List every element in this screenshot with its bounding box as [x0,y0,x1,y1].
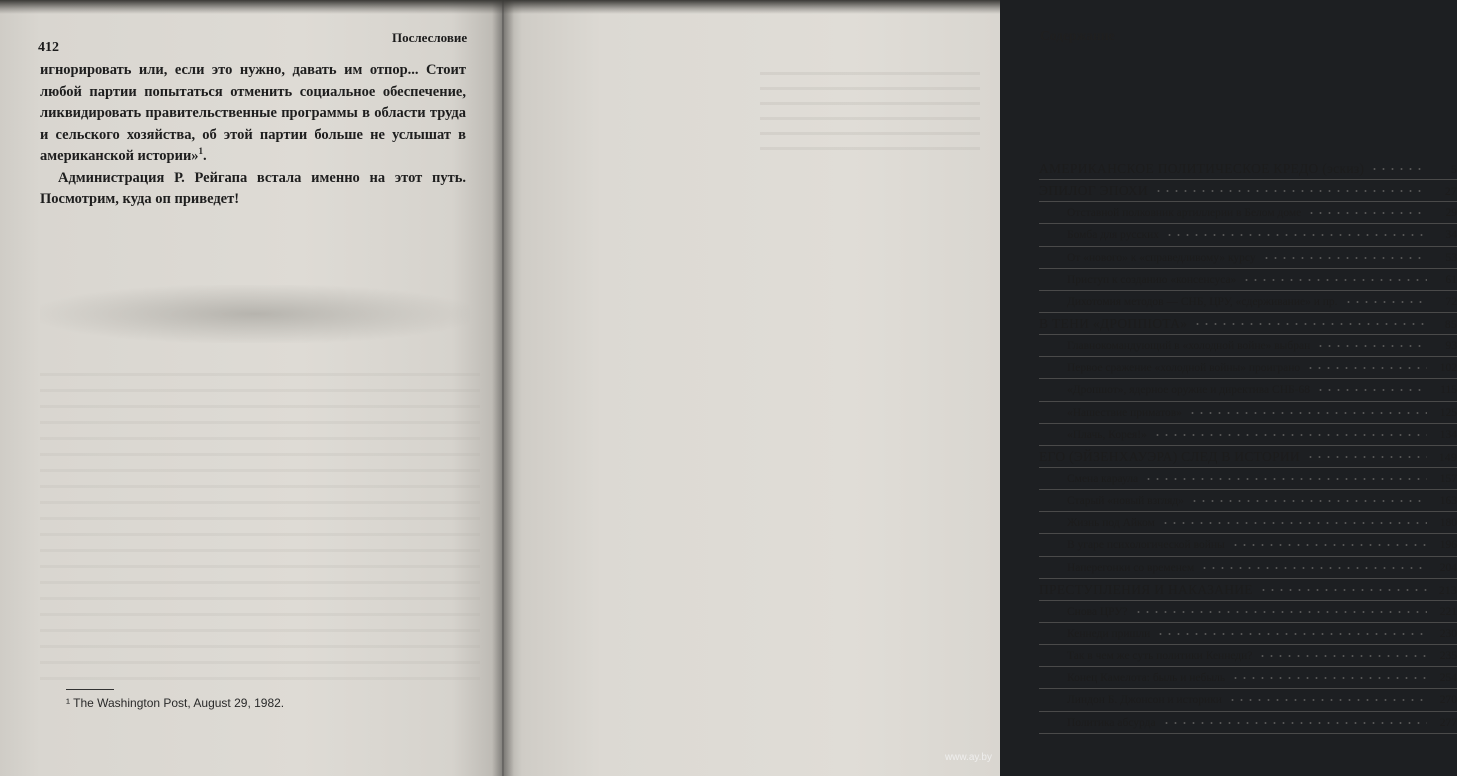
toc-entry-title: Конец Камелота: быль и небыль [1067,672,1226,685]
toc-entry [1039,424,1457,446]
watermark: www.ay.by [944,752,992,763]
toc-leader-dots [1307,212,1427,214]
toc-page-number: 102 [1439,362,1457,375]
afterword-paragraph: Администрация Р. Рейгапа встала именно на этот путь. Посмотрим, куда оп приведет! [40,169,466,207]
toc-page-number: 61 [1445,273,1457,286]
toc-entry [1039,269,1457,291]
toc-entry-title: ЭПИЛОГ ЭПОХИ [1039,183,1148,199]
toc-page-number: 235 [1439,650,1457,663]
toc-page-number: 27 [1444,186,1457,199]
toc-leader-dots [1306,456,1427,458]
bleed-through-text [40,360,480,690]
toc-entry-title: В ТЕНИ «ДРОППІОТА» [1039,315,1188,331]
toc-entry [1039,379,1457,401]
afterword-text [40,60,466,211]
toc-entry-title: От «нового» к «справедливому» курсу [1067,251,1256,264]
toc-section [1039,180,1457,202]
toc-entry-title: Смена караула [1067,472,1139,485]
toc-entry [1039,534,1457,556]
toc-leader-dots [1242,279,1427,281]
toc-entry-title: Наперегонки со временем [1067,561,1195,574]
toc-page-number: 157 [1439,472,1457,485]
page-top-edge [0,0,1000,14]
toc-entry-title: Жизнь под Айком [1067,517,1155,530]
toc-entry [1039,202,1457,224]
toc-page-number: 213 [1438,584,1457,597]
toc-page-number: 196 [1439,539,1457,552]
toc-leader-dots [1259,589,1427,591]
toc-page-number: 34 [1445,229,1457,242]
toc-entry [1039,712,1457,734]
toc-leader-dots [1165,234,1427,236]
toc-entry [1039,667,1457,689]
toc-entry [1039,645,1457,667]
toc-page-number: 270 [1439,694,1457,707]
toc-leader-dots [1153,434,1427,436]
toc-page-number: 163 [1439,495,1457,508]
toc-page-number: 93 [1445,340,1457,353]
toc-section [1039,313,1457,335]
toc-entry [1039,335,1457,357]
toc-leader-dots [1156,633,1427,635]
toc-page-number: 134 [1439,428,1457,441]
toc-page-number: 221 [1439,605,1457,618]
toc-entry-title: Первое сражение «холодной войны» проиграно [1067,362,1301,375]
book-gutter [492,0,514,776]
toc-page-number: 5 [1450,164,1457,176]
toc-page-number: 277 [1439,716,1457,729]
toc-entry [1039,402,1457,424]
toc-leader-dots [1316,389,1427,391]
page-number: 412 [38,40,59,55]
toc-leader-dots [1161,522,1427,524]
toc-entry [1039,291,1457,313]
afterword-paragraph-text: игнорировать или, если это нужно, давать им отпор... Стоит любой партии попытаться отменить социальное обеспечение, ликвидировать правительственные программы в области труда и сельского хозяйства, об этой партии больше не услышат в американской истории» [40,62,466,164]
toc-leader-dots [1162,722,1427,724]
contents-title: Содержание [1040,28,1115,43]
toc-entry-title: Так в чем же суть политики Кеннеди? [1067,650,1253,663]
toc-entry-title: Линдон Б. Джонсон и историки [1067,694,1222,707]
toc-page-number: 125 [1439,406,1457,419]
toc-entry-title: Старый «новый взгляд» [1067,495,1184,508]
toc-entry-title: Приступ к созданию «консенсуса» [1067,273,1237,286]
toc-page-number: 29 [1445,207,1457,220]
toc-entry [1039,512,1457,534]
toc-leader-dots [1193,323,1427,325]
toc-page-number: 85 [1444,318,1457,331]
toc-entry [1039,224,1457,246]
table-of-contents [1039,158,1457,734]
toc-leader-dots [1190,500,1427,502]
toc-leader-dots [1134,611,1428,613]
toc-leader-dots [1306,367,1427,369]
toc-entry-title: ПРЕСТУПЛЕНИЯ И НАКАЗАНИЕ [1039,581,1253,597]
toc-entry-title: Кеннеди пришли [1067,627,1151,640]
toc-leader-dots [1370,168,1427,170]
running-head: Послесловие [392,30,468,45]
toc-entry [1039,689,1457,711]
toc-leader-dots [1231,544,1427,546]
page-fold-shadow [40,285,470,343]
toc-page-number: 230 [1439,627,1457,640]
toc-entry-title: Дихотомия методов — СНБ, ЦРУ, «сдерживание» и пр. [1067,295,1338,308]
toc-page-number: 115 [1440,384,1457,397]
toc-page-number: 149 [1438,451,1457,464]
toc-page-number: 204 [1439,561,1457,574]
footnote-divider [66,689,114,690]
toc-leader-dots [1316,345,1427,347]
toc-leader-dots [1188,412,1427,414]
toc-entry [1039,468,1457,490]
toc-entry-title: Бомба для русских [1067,229,1160,242]
toc-leader-dots [1258,655,1427,657]
afterword-paragraph: игнорировать или, если это нужно, давать им отпор... Стоит любой партии попытаться отменить социальное обеспечение, ликвидировать правительственные программы в области труда и сельского хозяйства, об этой партии больше не услышат в американской истории»$^1$. [40,62,466,164]
toc-leader-dots [1200,567,1427,569]
toc-entry [1039,623,1457,645]
footnote-marker: 1 [198,146,204,157]
bleed-through-text [760,60,980,150]
toc-entry-title: «Плачь, Корея!» [1067,428,1147,441]
toc-entry-title: В угаре психологической войны [1067,539,1225,552]
toc-section [1039,158,1457,180]
toc-rule [1039,733,1457,734]
toc-entry-title: Главнокомандующий в «холодной войне» выбран [1067,340,1311,353]
left-page [0,0,502,776]
toc-section [1039,446,1457,468]
toc-leader-dots [1154,190,1427,192]
toc-entry-title: «Нашествие приматов» [1067,406,1182,419]
toc-entry-title: Политика абсурда [1067,716,1156,729]
toc-entry-title: Снова ЦРУ? [1067,605,1128,618]
toc-page-number: 254 [1439,672,1457,685]
toc-page-number: 72 [1445,295,1457,308]
toc-page-number: 180 [1439,517,1457,530]
toc-section [1039,579,1457,601]
toc-entry [1039,557,1457,579]
toc-entry [1039,357,1457,379]
toc-leader-dots [1262,257,1427,259]
toc-entry [1039,490,1457,512]
toc-leader-dots [1144,478,1427,480]
toc-entry-title: АМЕРИКАНСКОЕ ПОЛИТИЧЕСКОЕ КРЕДО (эскиз) [1039,161,1365,176]
footnote: ¹ The Washington Post, August 29, 1982. [66,696,285,710]
toc-page-number: 53 [1445,251,1457,264]
toc-leader-dots [1231,677,1427,679]
toc-entry [1039,247,1457,269]
toc-leader-dots [1344,301,1427,303]
toc-entry-title: Отставной полковник артиллерии в Белом доме [1067,207,1302,220]
toc-entry-title: «Дропшот», ядерное оружие и директива СНБ-68 [1067,384,1310,397]
toc-entry-title: ЕГО (ЭЙЗЕНХАУЭРА) СЛЕД В ИСТОРИИ [1039,448,1300,464]
toc-leader-dots [1228,699,1427,701]
toc-entry [1039,601,1457,623]
